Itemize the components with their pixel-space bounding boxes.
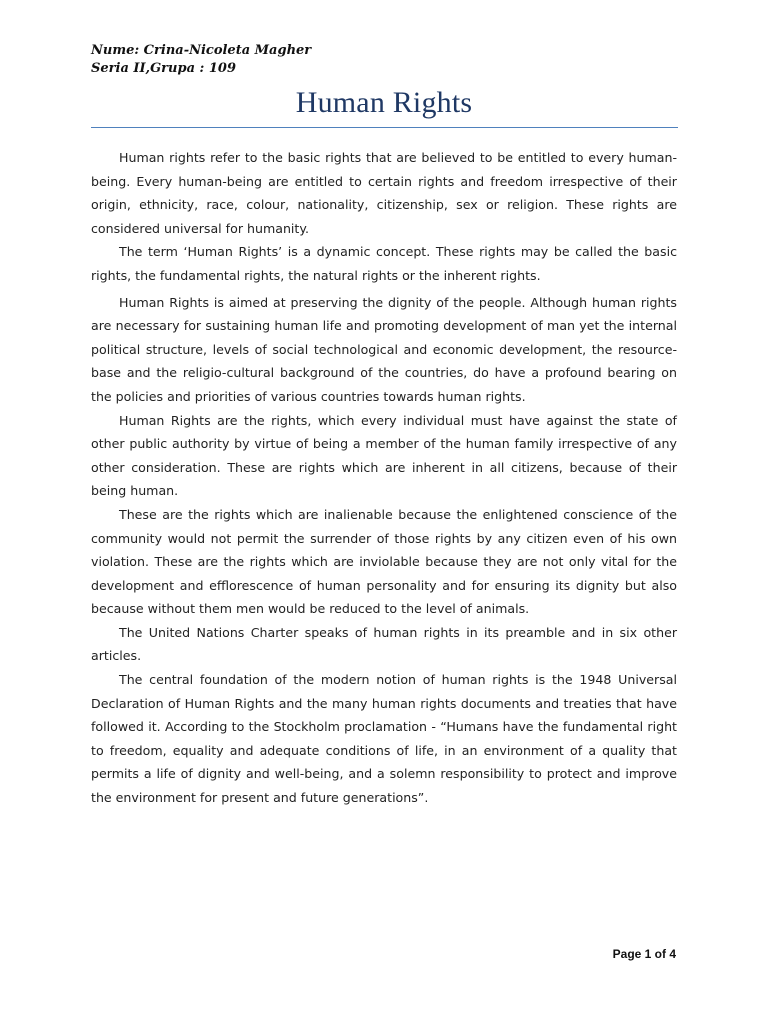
paragraph-6: The United Nations Charter speaks of human rights in its preamble and in six other articles. [91, 624, 677, 664]
paragraph-3: Human Rights is aimed at preserving the dignity of the people. Although human rights are necessary for sustaining human life and promoting development of man yet the internal political structure, levels of social technological and economic development, the resource-base and the religio-cultural background of the countries, do have a profound bearing on the policies and priorities of various countries towards human rights. [91, 294, 677, 404]
page-number: Page 1 of 4 [612, 947, 676, 961]
title-divider [91, 127, 678, 128]
paragraph-4: Human Rights are the rights, which every individual must have against the state of other public authority by virtue of being a member of the human family irrespective of any other consideration. These are rights which are inherent in all citizens, because of their being human. [91, 412, 677, 499]
group-info: Seria II,Grupa : 109 [91, 61, 236, 76]
page-title: Human Rights [295, 86, 473, 119]
paragraph-5: These are the rights which are inalienable because the enlightened conscience of the community would not permit the surrender of those rights by any citizen even of his own violation. These are the rights which are inviolable because they are not only vital for the development and efflorescence of human personality and for ensuring its dignity but also because without them men would be reduced to the level of animals. [91, 506, 677, 617]
paragraph-1: Human rights refer to the basic rights that are believed to be entitled to every human-being. Every human-being are entitled to certain rights and freedom irrespective of their origin, ethnicity, race, colour, nationality, citizenship, sex or religion. These rights are considered universal for humanity. [91, 150, 677, 236]
author-header [91, 42, 311, 78]
paragraph-2: The term ‘Human Rights’ is a dynamic concept. These rights may be called the basic rights, the fundamental rights, the natural rights or the inherent rights. [91, 244, 677, 283]
document-body [91, 146, 677, 810]
author-name: Nume: Crina-Nicoleta Magher [91, 43, 312, 58]
paragraph-7: The central foundation of the modern notion of human rights is the 1948 Universal Declaration of Human Rights and the many human rights documents and treaties that have followed it. According to the Stockholm proclamation - “Humans have the fundamental right to freedom, equality and adequate conditions of life, in an environment of a quality that permits a life of dignity and well-being, and a solemn responsibility to protect and improve the environment for present and future generations”. [91, 672, 677, 806]
